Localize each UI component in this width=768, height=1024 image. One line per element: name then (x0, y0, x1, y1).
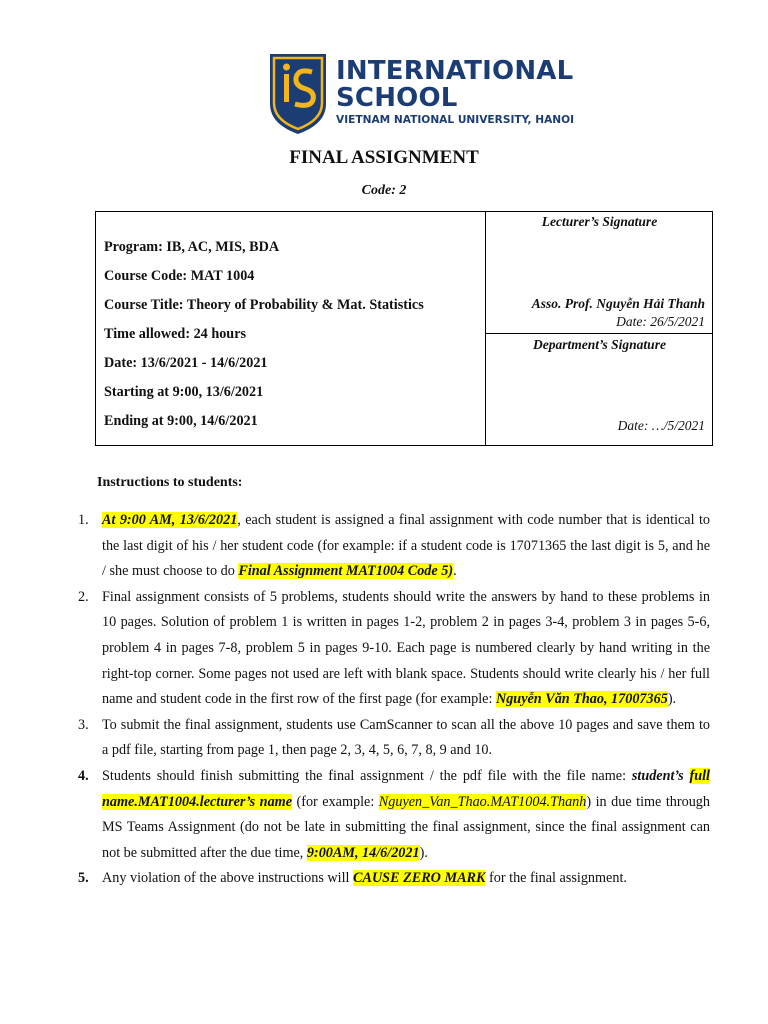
course-title-line: Course Title: Theory of Probability & Mat. Statistics (104, 297, 424, 313)
item-text: To submit the final assignment, students use CamScanner to scan all the above 10 pages and save them to a pdf file, starting from page 1, then page 2, 3, 4, 5, 6, 7, 8, 9 and 10. (102, 716, 710, 759)
assignment-code: Code: 2 (361, 183, 407, 198)
highlight-example-filename: Nguyen_Van_Thao.MAT1004.Thanh (378, 793, 587, 810)
item-text: for the final assignment. (485, 870, 627, 887)
department-signature-title: Department’s Signature (533, 337, 666, 352)
item-number: 2. (78, 588, 89, 605)
ending-line: Ending at 9:00, 14/6/2021 (104, 413, 258, 429)
item-text: Any violation of the above instructions will (102, 870, 354, 887)
item-number: 3. (78, 716, 89, 733)
course-code-line: Course Code: MAT 1004 (104, 268, 255, 284)
highlight-filename-part2: full name.MAT1004.lecturer’s name (102, 767, 710, 810)
list-item (70, 585, 710, 713)
time-allowed-line: Time allowed: 24 hours (104, 326, 247, 342)
item-number: 4. (78, 767, 89, 784)
date-line: Date: 13/6/2021 - 14/6/2021 (104, 355, 268, 371)
item-text: Final assignment consists of 5 problems, students should write the answers by hand to these problems in 10 pages. Solution of problem 1 is written in pages 1-2, problem 2 in pages 3-4, problem 3 in pages 5-6, problem 4 in pages 7-8, problem 5 in pages 9-10. Each page is numbered clearly by hand writing in the right-top corner. Some pages not used are left with blank space. Students should write clearly his / her full name and student code in the first row of the first page (for example: (102, 588, 710, 708)
list-item (70, 713, 710, 764)
item-text: . (453, 563, 457, 580)
course-info (104, 239, 424, 442)
lecturer-name: Asso. Prof. Nguyễn Hải Thanh (531, 296, 705, 311)
item-text: ) in due time through MS Teams Assignment (do not be late in submitting the final assignment, since the final assignment can not be submitted after the due time, (102, 793, 710, 861)
department-date: Date: …/5/2021 (617, 418, 705, 433)
course-info-table (95, 211, 713, 446)
logo-title-line2: SCHOOL (336, 83, 458, 113)
item-text: ). (667, 691, 677, 708)
horizontal-divider (485, 333, 712, 334)
item-number: 1. (78, 512, 89, 528)
highlight-example-name: Nguyễn Văn Thao, 17007365 (495, 691, 668, 708)
item-text: (for example: (292, 793, 379, 810)
list-item (70, 508, 710, 585)
instructions-heading: Instructions to students: (97, 475, 243, 490)
list-item (70, 866, 710, 892)
logo-subtitle: VIETNAM NATIONAL UNIVERSITY, HANOI (336, 114, 575, 126)
instructions-list (70, 508, 710, 892)
item-number: 5. (78, 870, 89, 887)
program-line: Program: IB, AC, MIS, BDA (104, 239, 280, 255)
page-title: FINAL ASSIGNMENT (289, 147, 479, 168)
logo-title-line1: INTERNATIONAL (336, 56, 574, 86)
highlight-start-time: At 9:00 AM, 13/6/2021 (102, 512, 238, 528)
highlight-due-time: 9:00AM, 14/6/2021 (306, 844, 420, 861)
lecturer-signature-title: Lecturer’s Signature (541, 214, 658, 229)
starting-line: Starting at 9:00, 13/6/2021 (104, 384, 264, 400)
list-item (70, 764, 710, 866)
school-emblem-icon (268, 52, 328, 136)
item-text: ). (419, 844, 428, 861)
vertical-divider (485, 212, 486, 445)
highlight-zero-mark: CAUSE ZERO MARK (353, 870, 486, 887)
highlight-assignment-name: Final Assignment MAT1004 Code 5) (238, 563, 454, 580)
lecturer-date: Date: 26/5/2021 (616, 314, 705, 329)
item-text: , each student is assigned a final assignment with code number that is identical to the last digit of his / her student code (for example: if a student code is 17071365 the last digit is 5, and he / she must choose to do (102, 512, 710, 580)
highlight-filename-part1: student’s (631, 767, 684, 784)
school-logo (268, 52, 575, 142)
item-text: Students should finish submitting the final assignment / the pdf file with the file name: (102, 767, 632, 784)
